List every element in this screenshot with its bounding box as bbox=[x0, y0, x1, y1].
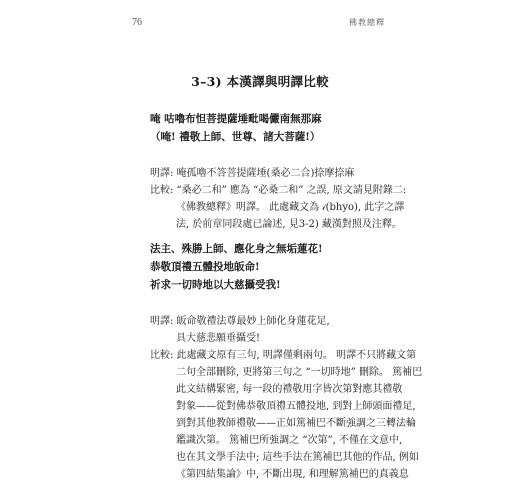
comparison-text: 二句全部刪除, 更將第三句之 “一切時地” 刪除。 篤補巴 bbox=[176, 367, 423, 378]
comparison-text: 法, 於前章同段處已論述, 見3-2) 藏漢對照及注釋。 bbox=[176, 219, 402, 230]
ming-translation: 明譯: 皈命敬禮法尊最妙上師化身蓮花足, bbox=[150, 316, 330, 327]
verse-line: 祈求一切時地以大慈攝受我! bbox=[150, 279, 281, 291]
comparison-text: 《佛教總釋》明譯。 此處藏文為 𝒾(bhyo), 此字之譯 bbox=[176, 202, 405, 213]
comparison-text: 鑑識次第。 篤補巴所強調之 “次第”, 不僅在文意中, bbox=[176, 435, 403, 446]
verse-line: 法主、殊勝上師、應化身之無垢蓮花! bbox=[150, 243, 323, 255]
comparison-text: 此文結構緊密, 每一段的禮敬用字皆次第對應其禮敬 bbox=[176, 384, 403, 395]
mantra-translation: （唵! 禮敬上師、世尊、諸大菩薩!） bbox=[150, 131, 321, 143]
ming-translation: 明譯: 唵孤嚕不答菩提薩埵(桑必二合)捺摩捺麻 bbox=[150, 168, 355, 179]
comparison-text: 《第四結集論》中, 不斷出現, 和理解篤補巴的真義息 bbox=[176, 469, 409, 480]
comparison-text: 對象——從對佛恭敬頂禮五體投地, 到對上師頭面禮足, bbox=[176, 401, 416, 412]
comparison-text: 到對其他教師禮敬——正如篤補巴不斷強調之三轉法輪 bbox=[176, 418, 416, 429]
comparison-text: 比較: 此處藏文原有三句, 明譯僅剩兩句。 明譯不只將藏文第 bbox=[150, 350, 417, 361]
ming-translation: 具大慈悲願垂攝受! bbox=[176, 333, 261, 344]
page-number: 76 bbox=[132, 17, 142, 28]
comparison-text: 比較: “桑必二和” 應為 “必桑二和” 之誤, 原文請見附錄二: bbox=[150, 185, 407, 196]
comparison-text: 也在其文學手法中; 這些手法在篤補巴其他的作品, 例如 bbox=[176, 452, 419, 463]
section-title: 3–3) 本漢譯與明譯比較 bbox=[191, 74, 329, 89]
mantra-line: 唵 咕嚕布怛菩提薩埵毗喝儼南無那麻 bbox=[150, 113, 322, 125]
verse-line: 恭敬頂禮五體投地皈命! bbox=[150, 261, 260, 273]
book-title: 佛教總釋 bbox=[349, 18, 385, 27]
